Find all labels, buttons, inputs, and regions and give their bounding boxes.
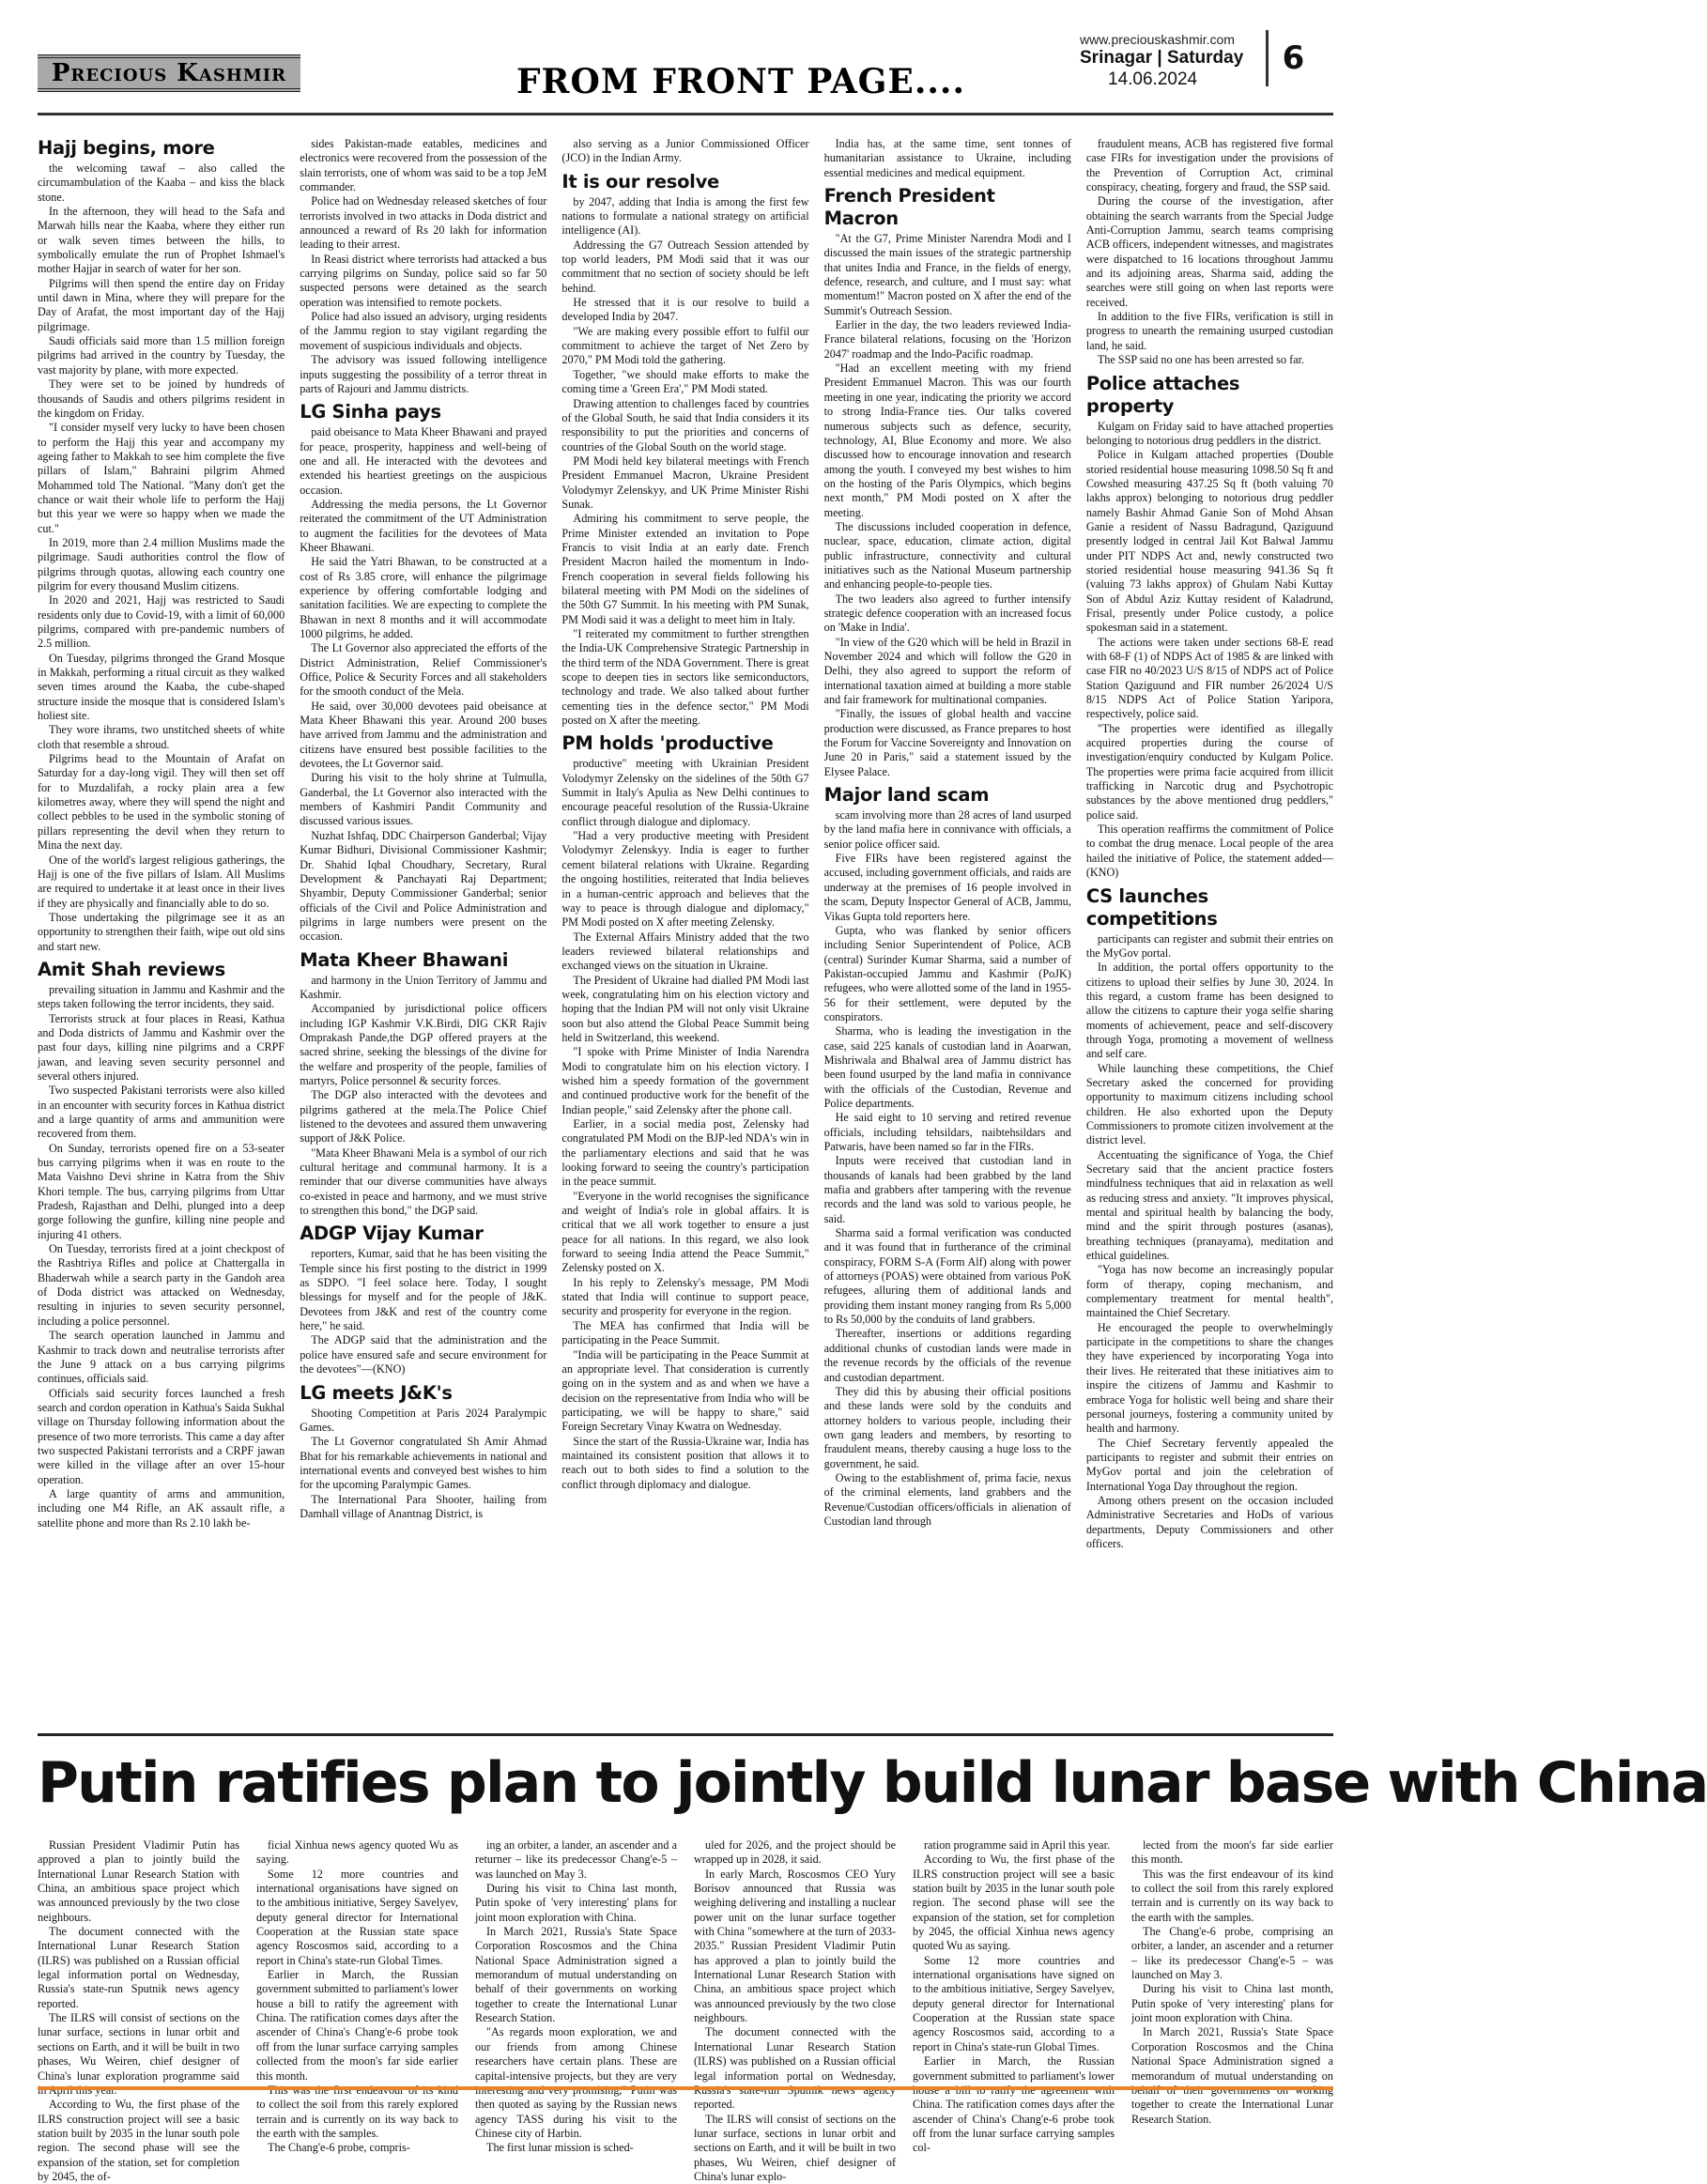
- feature-paragraph: In March 2021, Russia's State Space Corporation Roscosmos and the China National Space Administration signed a memorandum of mutual understanding on together to create the International Lunar Research Station.: [1131, 2025, 1333, 2126]
- story-paragraph: participants can register and submit their entries on the MyGov portal.: [1085, 931, 1334, 960]
- feature-paragraph: According to Wu, the first phase of the ILRS construction project will see a basic station built by 2035 in the lunar south pole region. The second phase will see the expansion of the station, set for completion by 2045, the official Xinhua news agency quoted Wu as saying.: [913, 1853, 1115, 1953]
- story-heading: French President Macron: [823, 185, 995, 230]
- story-paragraph: Since the start of the Russia-Ukraine war, India has maintained its consistent position that allows it to reach out to both sides to find a solution to the conflict through diplomacy and dialogue.: [561, 1434, 809, 1491]
- feature-column-6: [1131, 1838, 1333, 2126]
- story-paragraph: Admiring his commitment to serve people, the Prime Minister extended an invitation to Pope Francis to visit India at an early date. French President Macron hailed the momentum in Indo-French cooperation in several fields following his bilateral meeting with PM Modi on the sidelines of the 50th G7 Summit. In his meeting with PM Sunak, PM Modi said it was a delight to meet him in Italy.: [561, 512, 809, 626]
- story-paragraph: "India will be participating in the Peace Summit at an appropriate level. That consideration is currently going on in the system and as and when we have a decision on the representative from India who will be participating, we will be happy to share," said Foreign Secretary Vinay Kwatra on Wednesday.: [561, 1347, 809, 1434]
- brand-name: Precious Kashmir: [51, 59, 287, 87]
- story-paragraph: PM Modi held key bilateral meetings with French President Emmanuel Macron, Ukraine President Volodymyr Zelenskyy, and UK Prime Minister Rishi Sunak.: [561, 454, 809, 511]
- edition-info: [1080, 32, 1268, 90]
- feature-column-5: [913, 1838, 1115, 2155]
- story-paragraph: productive" meeting with Ukrainian President Volodymyr Zelensky on the sidelines of the 50th G7 Summit in Italy's Apulia as New Delhi continues to encourage peaceful resolution of the Russia-Ukraine conflict through dialogue and diplomacy.: [561, 757, 809, 828]
- feature-paragraph: The ILRS will consist of sections on the lunar surface, sections in lunar orbit and sections on Earth, and it will be built in two phases, Wu Weiren, chief designer of China's lunar explo-: [694, 2112, 896, 2183]
- story-paragraph: Gupta, who was flanked by senior officers including Senior Superintendent of Police, ACB (central) Surinder Kumar Sharma, said a number of Pakistan-occupied Jammu and Kashmir (PoJK) refugees, who were allotted some of the land in 1955-56 for their settlement, were deputed by the conspirators.: [823, 923, 1071, 1023]
- brand-banner: [38, 54, 300, 92]
- feature-paragraph: Some 12 more countries and international organisations have signed on to the ambitious initiative, Sergey Savelyev, deputy general director for International Cooperation at the Russian state space agency Roscosmos said, according to a report in China's state-run Global Times.: [256, 1867, 458, 1967]
- feature-paragraph: In early March, Roscosmos CEO Yury Borisov announced that Russia was weighing delivering and installing a nuclear power unit on the lunar surface together with China "somewhere at the turn of 2033-2035." Russian President Vladimir Putin has approved a plan to jointly build the International Lunar Research Station with China, an ambitious space project which was announced previously by the two close neighbours.: [694, 1867, 896, 2025]
- story-paragraph: The actions were taken under sections 68-E read with 68-F (1) of NDPS Act of 1985 & are linked with case FIR no 40/2023 U/S 8/15 of NDPS act of Police Station Qaziguund and FIR number 26/2024 U/S 8/15 NDPS Act of Police Station Yaripora, respectively, police said.: [1085, 635, 1334, 721]
- story-paragraph: and harmony in the Union Territory of Jammu and Kashmir.: [300, 973, 547, 1001]
- feature-column-1: [38, 1838, 239, 2183]
- story-paragraph: The Lt Governor congratulated Sh Amir Ahmad Bhat for his remarkable achievements in national and international events and conveyed best wishes to him for the upcoming Paralympic Games.: [300, 1435, 547, 1492]
- column-4: [824, 137, 1071, 1728]
- story-paragraph: Sharma said a formal verification was conducted and it was found that in furtherance of the criminal conspiracy, FORM S-A (Form Alf) along with power of attorneys (POAS) were obtained from various PoK refugees, alluring them of additional lands and providing them instant money ranging from Rs 5,000 to Rs 50,000 by the conduits of land grabbers.: [823, 1226, 1071, 1327]
- website-url[interactable]: www.preciouskashmir.com: [1080, 32, 1235, 47]
- story-paragraph: In Reasi district where terrorists had attacked a bus carrying pilgrims on Sunday, police said so far 50 suspected persons were detained as the search operation was intensified to remote pockets.: [300, 252, 547, 309]
- story-paragraph: Officials said security forces launched a fresh search and cordon operation in Kathua's Saida Sukhal village on Thursday following information about the presence of two more terrorists. This came a day after two suspected Pakistani terrorists and a CRPF jawan were killed in the village after an over 15-hour operation.: [38, 1386, 285, 1486]
- story-paragraph: Five FIRs have been registered against the accused, including government officials, and raids are underway at the premises of 16 people involved in the scam, Deputy Inspector General of ACB, Jammu, Vikas Gupta told reporters here.: [823, 852, 1071, 923]
- story-paragraph: reporters, Kumar, said that he has been visiting the Temple since his first posting to the district in 1999 as SDPO. "I feel solace here. Today, I sought blessings for myself and for the people of J&K. Devotees from J&K and rest of the country come here," he said.: [300, 1247, 547, 1333]
- story-paragraph: Two suspected Pakistani terrorists were also killed in an encounter with security forces in Kathua district and a large quantity of arms and ammunition were recovered from them.: [38, 1084, 285, 1141]
- feature-column-2: [256, 1838, 458, 2155]
- story-paragraph: In 2019, more than 2.4 million Muslims made the pilgrimage. Saudi authorities control the flow of pilgrims through quotas, allowing each country one pilgrim for every thousand Muslim citizens.: [38, 535, 285, 592]
- story-paragraph: Earlier in the day, the two leaders reviewed India-France bilateral relations, focusing on the 'Horizon 2047' roadmap and the Indo-Pacific roadmap.: [823, 318, 1071, 361]
- story-paragraph: "Had an excellent meeting with my friend President Emmanuel Macron. This was our fourth meeting in one year, indicating the priority we accord to strong India-France ties. Our talks covered numerous subjects such as defence, security, technology, AI, Blue Economy and more. We also discussed how to encourage innovation and research among the youth. I conveyed my best wishes to him on the hosting of the Paris Olympics, which begins next month," PM Modi posted on X after the meeting.: [823, 361, 1071, 519]
- story-paragraph: "Mata Kheer Bhawani Mela is a symbol of our rich cultural heritage and communal harmony. It is a reminder that our diverse communities have always co-existed in peace and harmony, and we must strive to strengthen this bond," the DGP said.: [300, 1146, 547, 1218]
- story-paragraph: prevailing situation in Jammu and Kashmir and the steps taken following the terror incidents, they said.: [38, 982, 285, 1011]
- story-paragraph: Thereafter, insertions or additions regarding additional chunks of custodian lands were made in the revenue records by the officials of the revenue and custodian department.: [823, 1327, 1071, 1384]
- feature-paragraph: ficial Xinhua news agency quoted Wu as saying.: [256, 1838, 458, 1867]
- story-paragraph: While launching these competitions, the Chief Secretary asked the concerned for providing opportunity to maximum citizens including school children. He also exhorted upon the Deputy Commissioners to promote citizen involvement at the district level.: [1085, 1061, 1334, 1147]
- story-paragraph: Nuzhat Ishfaq, DDC Chairperson Ganderbal; Vijay Kumar Bidhuri, Divisional Commissioner Kashmir; Dr. Shahid Iqbal Choudhary, Secretary, Rural Development & Panchayati Raj Department; Shyambir, Deputy Commissioner Ganderbal; senior officials of the Civil and Police Administration and pilgrims in large numbers were present on the occasion.: [300, 828, 547, 944]
- story-paragraph: "Finally, the issues of global health and vaccine production were discussed, as France prepares to host the Forum for Vaccine Sovereignty and Innovation on June 20 in Paris," said a statement issued by the Elysee Palace.: [823, 707, 1071, 778]
- story-paragraph: sides Pakistan-made eatables, medicines and electronics were recovered from the possession of the slain terrorists, one of whom was said to be a top JeM commander.: [300, 137, 547, 194]
- feature-paragraph: Earlier in March, the Russian government submitted to parliament's lower house a bill to ratify the agreement with China. The ratification comes days after the ascender of China's Chang'e-6 probe took off from the lunar surface carrying samples collected from the moon's far side earlier this month.: [256, 1968, 458, 2083]
- story-heading: Major land scam: [823, 784, 990, 807]
- story-paragraph: The advisory was issued following intelligence inputs suggesting the possibility of a terror threat in parts of Rajouri and Jammu districts.: [300, 353, 547, 395]
- story-paragraph: One of the world's largest religious gatherings, the Hajj is one of the five pillars of Islam. All Muslims are required to undertake it at least once in their lives if they are physically and financially able to do so.: [38, 853, 285, 910]
- story-paragraph: Police had on Wednesday released sketches of four terrorists involved in two attacks in Doda district and announced a reward of Rs 20 lakh for information leading to their arrest.: [300, 194, 547, 252]
- story-paragraph: Shooting Competition at Paris 2024 Paralympic Games.: [300, 1406, 547, 1434]
- story-paragraph: The International Para Shooter, hailing from Damhall village of Anantnag District, is: [300, 1492, 547, 1520]
- story-paragraph: scam involving more than 28 acres of land usurped by the land mafia here in connivance with officials, a senior police officer said.: [823, 808, 1071, 851]
- feature-paragraph: The first lunar mission is sched-: [486, 2141, 634, 2155]
- feature-paragraph: In March 2021, Russia's State Space Corporation Roscosmos and the China National Space Administration signed a memorandum of mutual understanding on behalf of their governments on working together to create the International Lunar Research Station.: [475, 1925, 677, 2025]
- story-heading: Hajj begins, more: [38, 137, 215, 159]
- feature-paragraph: The document connected with the International Lunar Research Station (ILRS) was published on a Russian official legal information portal on Wednesday, reported.: [694, 2025, 896, 2112]
- story-paragraph: The External Affairs Ministry added that the two leaders reviewed bilateral relationships and exchanged views on the situation in Ukraine.: [561, 930, 809, 973]
- story-paragraph: Saudi officials said more than 1.5 million foreign pilgrims had arrived in the country by Tuesday, the vast majority by plane, with more expected.: [38, 334, 285, 377]
- story-heading: CS launches competitions: [1085, 884, 1218, 930]
- feature-paragraph: Some 12 more countries and international organisations have signed on to the ambitious initiative, Sergey Savelyev, deputy general director for International Cooperation at the Russian state space agency Roscosmos said, according to a report in China's state-run Global Times.: [913, 1953, 1115, 2053]
- front-page-continuations: [38, 137, 1333, 1728]
- story-paragraph: He said the Yatri Bhawan, to be constructed at a cost of Rs 3.85 crore, will enhance the pilgrimage experience by offering comfortable lodging and sanitation facilities. We are expecting to complete the Bhawan in next 8 months and it will accommodate 1000 pilgrims, he added.: [300, 555, 547, 640]
- story-paragraph: The Lt Governor also appreciated the efforts of the District Administration, Relief Commissioner's Office, Police & Security Forces and all stakeholders for the smooth conduct of the Mela.: [300, 641, 547, 699]
- dateline: Srinagar | Saturday: [1080, 48, 1244, 68]
- story-heading: PM holds 'productive: [561, 732, 774, 755]
- section-title: FROM FRONT PAGE....: [516, 62, 965, 101]
- column-3: [561, 137, 808, 1728]
- column-5: [1086, 137, 1333, 1728]
- feature-paragraph: The Chang'e-6 probe, compris-: [268, 2141, 410, 2155]
- story-paragraph: In the afternoon, they will head to the Safa and Marwah hills near the Kaaba, where they either run or walk seven times between the hills, to symbolically emulate the run of Prophet Ishmael's mother Hajjar in search of water for her son.: [38, 205, 285, 276]
- story-paragraph: "I consider myself very lucky to have been chosen to perform the Hajj this year and accompany my ageing father to Makkah to see him complete the five pillars of Islam," Bahraini pilgrim Ahmed Mohammed told The National. "Many don't get the chance or wait their whole life to perform the Hajj but this year we were so happy when we made the cut.": [38, 421, 285, 535]
- header-rule: [38, 113, 1333, 115]
- story-paragraph: In 2020 and 2021, Hajj was restricted to Saudi residents only due to Covid-19, with a limit of 60,000 pilgrims, compared with pre-pandemic numbers of 2.5 million.: [38, 593, 285, 651]
- story-paragraph: The DGP also interacted with the devotees and pilgrims gathered at the mela.The Police Chief listened to the devotees and assured them unwavering support of J&K Police.: [300, 1088, 547, 1146]
- feature-paragraph: to collect the soil from this rarely explored terrain and is currently on its way back to the earth with the samples.: [256, 2098, 458, 2140]
- story-paragraph: fraudulent means, ACB has registered five formal case FIRs for investigation under the provisions of the Prevention of Corruption Act, criminal conspiracy, cheating, forgery and fraud, the SSP said.: [1085, 137, 1334, 194]
- story-paragraph: The search operation launched in Jammu and Kashmir to track down and neutralise terrorists after the June 9 attack on a bus carrying pilgrims continues, officials said.: [38, 1329, 285, 1386]
- story-paragraph: The discussions included cooperation in defence, nuclear, space, education, climate action, digital public infrastructure, connectivity and cultural initiatives such as the National Museum partnership and enhancing people-to-people ties.: [823, 519, 1071, 592]
- story-paragraph: The MEA has confirmed that India will be participating in the Peace Summit.: [561, 1318, 809, 1347]
- feature-column-4: [694, 1838, 896, 2183]
- feature-paragraph: Earlier in March, the Russian government submitted to parliament's lower China. The ratification comes days after the ascender of China's Chang'e-6 probe took off from the lunar surface carrying samples col-: [913, 2054, 1115, 2155]
- feature-headline: Putin ratifies plan to jointly build lunar base with China: [38, 1750, 1707, 1816]
- story-paragraph: Earlier, in a social media post, Zelensky had congratulated PM Modi on the BJP-led NDA's win in the parliamentary elections and said that he was looking forward to seeing the country's participation in the peace summit.: [561, 1117, 809, 1189]
- story-paragraph: by 2047, adding that India is among the first few nations to formulate a national strategy on artificial intelligence (AI).: [561, 194, 809, 238]
- story-paragraph: Police had also issued an advisory, urging residents of the Jammu region to stay vigilant regarding the movement of suspicious individuals and objects.: [300, 310, 547, 352]
- story-paragraph: Kulgam on Friday said to have attached properties belonging to notorious drug peddlers in the district.: [1085, 419, 1334, 447]
- story-paragraph: They wore ihrams, two unstitched sheets of white cloth that resemble a shroud.: [38, 723, 285, 751]
- story-paragraph: The SSP said no one has been arrested so far.: [1097, 353, 1305, 367]
- story-paragraph: In addition, the portal offers opportunity to the citizens to upload their selfies by June 30, 2024. In this regard, a custom frame has been designed to allow the citizens to capture their yoga selfie sharing moments of achievement, peace and self-discovery through Yoga, promoting a movement of wellness and self care.: [1085, 961, 1334, 1061]
- story-paragraph: Addressing the media persons, the Lt Governor reiterated the commitment of the UT Administration to augment the facilities for the devotees of Mata Kheer Bhawani.: [300, 497, 547, 554]
- story-paragraph: The President of Ukraine had dialled PM Modi last week, congratulating him on his election victory and hoping that the Indian PM will not only visit Ukraine soon but also attend the Global Peace Summit being held in Switzerland, this weekend.: [561, 973, 809, 1044]
- story-paragraph: Terrorists struck at four places in Reasi, Kathua and Doda districts of Jammu and Kashmir over the past four days, killing nine pilgrims and a CRPF jawan, and leaving seven security personnel and several others injured.: [38, 1011, 285, 1083]
- story-paragraph: He encouraged the people to overwhelmingly participate in the competitions to share the changes they have experienced by incorporating Yoga into their lives. He reiterated that these initiatives aim to inspire the citizens of Jammu and Kashmir to embrace Yoga for holistic well being and share their personal journeys, fostering a community united by health and harmony.: [1085, 1320, 1334, 1436]
- story-paragraph: On Tuesday, pilgrims thronged the Grand Mosque in Makkah, performing a ritual circuit as they walked seven times around the Kaaba, the cube-shaped structure inside the mosque that is considered Islam's holiest site.: [38, 651, 285, 723]
- story-paragraph: "We are making every possible effort to fulfil our commitment to achieve the target of Net Zero by 2070," PM Modi told the gathering.: [561, 324, 809, 367]
- story-paragraph: "In view of the G20 which will be held in Brazil in November 2024 and which will follow the G20 in Delhi, they also agreed to support the reform of international taxation aimed at building a more stable and fair framework for multinational companies.: [823, 635, 1071, 707]
- story-paragraph: In his reply to Zelensky's message, PM Modi stated that India will continue to support peace, security and prosperity for everyone in the region.: [561, 1275, 809, 1318]
- feature-paragraph: This was the first endeavour of its kind to collect the soil from this rarely explored terrain and is currently on its way back to the earth with the samples.: [1131, 1867, 1333, 1924]
- feature-paragraph: The document connected with the International Lunar Research Station (ILRS) was published on a Russian official legal information portal on Wednesday, Russia's state-run Sputnik news agency reported.: [38, 1925, 239, 2010]
- story-heading: LG meets J&K's: [300, 1381, 453, 1404]
- story-paragraph: He said eight to 10 serving and retired revenue officials, including tehsildars, naibtehsildars and Patwaris, have been named so far in the FIRs.: [823, 1111, 1071, 1153]
- feature-paragraph: During his visit to China last month, Putin spoke of 'very interesting' plans for joint moon exploration with China.: [1131, 1982, 1333, 2025]
- story-paragraph: In addition to the five FIRs, verification is still in progress to unearth the remaining usurped custodian land, he said.: [1085, 310, 1334, 352]
- feature-paragraph: uled for 2026, and the project should be wrapped up in 2028, it said.: [694, 1838, 896, 1867]
- story-heading: Amit Shah reviews: [38, 958, 225, 980]
- story-paragraph: "Everyone in the world recognises the significance and weight of India's role in global affairs. It is critical that we all work together to ensure a just peace for all nations. In this regard, we also look forward to seeing India attend the Peace Summit," Zelensky posted on X.: [561, 1189, 809, 1275]
- story-paragraph: The two leaders also agreed to further intensify strategic defence cooperation with an increased focus on 'Make in India'.: [823, 592, 1071, 635]
- feature-rule: [38, 1733, 1333, 1736]
- feature-column-3: [475, 1838, 677, 2155]
- feature-paragraph: During his visit to China last month, Putin spoke of 'very interesting' plans for joint moon exploration with China.: [475, 1882, 677, 1924]
- story-paragraph: He said, over 30,000 devotees paid obeisance at Mata Kheer Bhawani this year. Around 200 buses have arrived from Jammu and the administration and citizens have ensured best possible facilities to the devotees, the Lt Governor said.: [300, 699, 547, 771]
- story-paragraph: Together, "we should make efforts to make the coming time a 'Green Era'," PM Modi stated.: [561, 367, 809, 396]
- story-paragraph: Police in Kulgam attached properties (Double storied residential house measuring 1098.50 Sq ft and Cowshed measuring 437.25 Sq ft (both valuing 70 lakhs approx) belonging to notorious drug peddler namely Bashir Ahmad Ganie Son of Mohd Ahsan Ganie a resident of Nassu Badragund, Qaziguund presently lodged in central Jail Kot Balwal Jammu under PIT NDPS Act and, newly constructed two storied residential house measuring 941.36 Sq ft (valuing 73 lakhs approx) of Ghulam Nabi Kuttay Son of Abdul Aziz Kuttay resident of Kaladrund, Frisal, presently under Police custody, a police spokesman said in a statement.: [1085, 448, 1334, 635]
- story-paragraph: Owing to the establishment of, prima facie, nexus of the criminal elements, land grabbers and the Revenue/Custodian officers/officials in alienation of Custodian land through: [823, 1470, 1071, 1528]
- feature-paragraph: Russian President Vladimir Putin has approved a plan to jointly build the International Lunar Research Station with China, an ambitious space project which was announced previously by the two close neighbours.: [38, 1838, 239, 1924]
- story-paragraph: The Chief Secretary fervently appealed the participants to register and submit their entries on MyGov portal and join the celebration of International Yoga Day throughout the region.: [1085, 1436, 1334, 1493]
- feature-paragraph: The Chang'e-6 probe, comprising an orbiter, a lander, an ascender and a returner – like its predecessor Chang'e-5 – was launched on May 3.: [1131, 1925, 1333, 1982]
- story-paragraph: The ADGP said that the administration and the police have ensured safe and secure environment for the devotees"—(KNO): [300, 1333, 547, 1377]
- story-paragraph: Among others present on the occasion included Administrative Secretaries and HoDs of various departments, Deputy Commissioners and other officers.: [1085, 1493, 1334, 1550]
- story-paragraph: This operation reaffirms the commitment of Police to combat the drug menace. Local people of the area hailed the initiative of Police, the statement added—(KNO): [1085, 823, 1334, 880]
- story-paragraph: On Sunday, terrorists opened fire on a 53-seater bus carrying pilgrims when it was en route to the Mata Vaishno Devi shrine in Katra from the Shiv Khori temple. The bus, carrying pilgrims from Uttar Pradesh, Rajasthan and Delhi, plunged into a deep gorge following the gunfire, killing nine people and injuring 41 others.: [38, 1141, 285, 1241]
- story-paragraph: India has, at the same time, sent tonnes of humanitarian assistance to Ukraine, including essential medicines and medical equipment.: [823, 137, 1071, 179]
- feature-paragraph: The ILRS will consist of sections on the lunar surface, sections in lunar orbit and sections on Earth, and it will be built in two phases, Wu Weiren, chief designer of China's lunar exploration programme said: [38, 2011, 239, 2083]
- story-paragraph: On Tuesday, terrorists fired at a joint checkpost of the Rashtriya Rifles and police at Chattergalla in Bhaderwah while a search party in the Gandoh area of Doda district was attacked on Wednesday, resulting in injuries to seven security personnel, including a police personnel.: [38, 1242, 285, 1328]
- story-heading: LG Sinha pays: [300, 401, 441, 423]
- story-paragraph: Pilgrims will then spend the entire day on Friday until dawn in Mina, where they will prepare for the Day of Arafat, the most important day of the Hajj pilgrimage.: [38, 276, 285, 333]
- masthead: [38, 26, 1333, 107]
- story-paragraph: "The properties were identified as illegally acquired properties during the course of investigation/enquiry conducted by Kulgam Police. The properties were prima facie acquired from illicit trafficking in Narcotic drug and Psychotropic substances by the above mentioned drug peddlers," police said.: [1085, 721, 1334, 822]
- story-paragraph: Addressing the G7 Outreach Session attended by top world leaders, PM Modi said that it was our commitment that no section of society should be left behind.: [561, 238, 809, 295]
- story-heading: Mata Kheer Bhawani: [300, 948, 509, 971]
- story-paragraph: Drawing attention to challenges faced by countries of the Global South, he said that India considers it its responsibility to put the priorities and concerns of countries of the Global South on the world stage.: [561, 396, 809, 454]
- feature-paragraph: ing an orbiter, a lander, an ascender and a returner – like its predecessor Chang'e-5 – was launched on May 3.: [475, 1838, 677, 1881]
- story-heading: It is our resolve: [561, 170, 719, 192]
- story-paragraph: "I reiterated my commitment to further strengthen the India-UK Comprehensive Strategic Partnership in the third term of the NDA Government. There is great scope to deepen ties in sectors like semiconductors, technology and trade. We also talked about further cementing ties in the defence sector," PM Modi posted on X after the meeting.: [561, 627, 809, 728]
- footer-bar: [38, 2086, 1333, 2090]
- story-paragraph: Accompanied by jurisdictional police officers including IGP Kashmir V.K.Birdi, DIG CKR Rajiv Omprakash Pande,the DGP offered prayers at the sacred shrine, seeking the blessings of the divine for the welfare and prosperity of the people, families of martyrs, Police personnel & security forces.: [300, 1002, 547, 1087]
- feature-paragraph: According to Wu, the first phase of the ILRS construction project will see a basic station built by 2035 in the lunar south pole region. The second phase will see the expansion of the station, set for completion by 2045, the of-: [38, 2098, 239, 2183]
- story-paragraph: Those undertaking the pilgrimage see it as an opportunity to strengthen their faith, wipe out old sins and start new.: [38, 910, 285, 953]
- story-paragraph: He stressed that it is our resolve to build a developed India by 2047.: [561, 296, 809, 324]
- column-1: [38, 137, 284, 1728]
- story-paragraph: They did this by abusing their official positions and these lands were sold by the conduits and attorney holders to various people, including their own gang leaders and members, by resorting to fraudulent means, thereby causing a huge loss to the government, he said.: [823, 1384, 1071, 1470]
- story-paragraph: During the course of the investigation, after obtaining the search warrants from the Special Judge Anti-Corruption Jammu, search teams comprising ACB officers, independent witnesses, and magistrates were dispatched to 16 locations throughout Jammu and its adjoining areas, Sharma said, adding the searches were still going on when last reports were received.: [1085, 194, 1334, 309]
- feature-paragraph: "As regards moon exploration, we and our friends from among Chinese researchers have certain plans. These are capital-intensive projects, but they are very then quoted as saying by the Russian news agency TASS during his visit to the Chinese city of Harbin.: [475, 2025, 677, 2140]
- story-paragraph: "I spoke with Prime Minister of India Narendra Modi to congratulate him on his election victory. I wished him a speedy formation of the government and continued productive work for the benefit of the Indian people," said Zelensky after the phone call.: [561, 1045, 809, 1116]
- story-paragraph: Pilgrims head to the Mountain of Arafat on Saturday for a day-long vigil. They will then set off for to Muzdalifah, a rocky plain area a few kilometres away, where they will spend the night and collect pebbles to be used in the symbolic stoning of pillars representing the devil when they return to Mina the next day.: [38, 752, 285, 853]
- feature-story: [38, 1838, 1333, 2183]
- story-paragraph: They were set to be joined by hundreds of thousands of Saudis and others pilgrims resident in the kingdom on Friday.: [38, 377, 285, 420]
- story-paragraph: A large quantity of arms and ammunition, including one M4 Rifle, an AK assault rifle, a satellite phone and more than Rs 2.10 lakh be-: [38, 1486, 285, 1530]
- story-paragraph: Sharma, who is leading the investigation in the case, said 225 kanals of custodian land in Aoarwan, Mishriwala and Bhalwal area of Jammu district has been found usurped by the land mafia in connivance with the officials of the Custodian, Revenue and Police departments.: [823, 1024, 1071, 1110]
- story-paragraph: also serving as a Junior Commissioned Officer (JCO) in the Indian Army.: [561, 137, 809, 165]
- column-2: [300, 137, 546, 1728]
- issue-date: 14.06.2024: [1108, 69, 1198, 89]
- story-paragraph: Accentuating the significance of Yoga, the Chief Secretary said that the ancient practice fosters mindfulness techniques that aid in relaxation as well as reducing stress and anxiety. "It improves physical, mental and spiritual health by balancing the body, mind and the spirit through postures (asanas), breathing techniques (pranayama), meditation and ethical guidelines.: [1085, 1147, 1334, 1263]
- story-paragraph: "At the G7, Prime Minister Narendra Modi and I discussed the main issues of the strategic partnership that unites India and France, in the fields of energy, defence, research, and culture, and I must say: what momentum!" Macron posted on X after the end of the Summit's Outreach Session.: [823, 232, 1071, 317]
- story-heading: ADGP Vijay Kumar: [300, 1223, 484, 1245]
- feature-paragraph: lected from the moon's far side earlier this month.: [1131, 1838, 1333, 1867]
- story-paragraph: paid obeisance to Mata Kheer Bhawani and prayed for peace, prosperity, happiness and well-being of one and all. He interacted with the devotees and extended his heartiest greetings on the auspicious occasion.: [300, 425, 547, 497]
- story-heading: Police attaches property: [1085, 372, 1240, 417]
- story-paragraph: Inputs were received that custodian land in thousands of kanals had been grabbed by the land mafia and grabbers after tampering with the revenue records and the land was sold to various people, he said.: [823, 1154, 1071, 1225]
- story-paragraph: "Yoga has now become an increasingly popular form of therapy, coping mechanism, and complementary treatment for mental health", maintained the Chief Secretary.: [1085, 1263, 1334, 1320]
- story-paragraph: the welcoming tawaf – also called the circumambulation of the Kaaba – and kiss the black stone.: [38, 161, 285, 204]
- story-paragraph: "Had a very productive meeting with President Volodymyr Zelenskyy. India is eager to further cement bilateral relations with Ukraine. Regarding the ongoing hostilities, reiterated that India believes in a human-centric approach and believes that the way to peace is through dialogue and diplomacy," PM Modi posted on X after meeting Zelensky.: [561, 829, 809, 930]
- page-number: 6: [1266, 30, 1318, 86]
- story-paragraph: During his visit to the holy shrine at Tulmulla, Ganderbal, the Lt Governor also interacted with the members of Kashmiri Pandit Community and discussed various issues.: [300, 771, 547, 828]
- feature-paragraph: ration programme said in April this year.: [924, 1838, 1111, 1852]
